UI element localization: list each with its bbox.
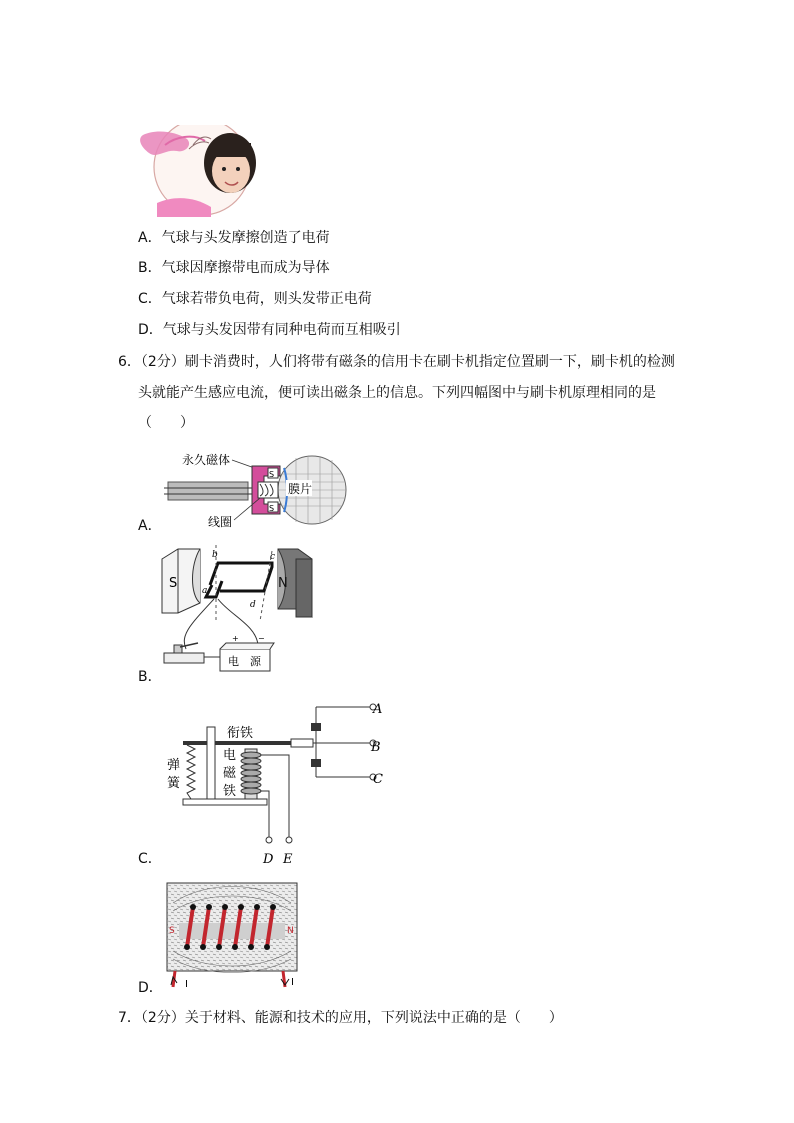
label-power-supply: 电 源 — [228, 655, 261, 668]
pole-s: S — [169, 926, 175, 936]
q6-option-c[interactable]: C． — [138, 851, 162, 867]
terminal-b: B — [371, 740, 381, 755]
figure-balloon-girl — [135, 125, 265, 217]
pole-s: S — [169, 576, 178, 591]
option-text: 气球与头发摩擦创造了电荷 — [161, 230, 330, 246]
pole-s-bottom: S — [269, 504, 275, 513]
option-letter: D． — [138, 322, 163, 338]
q7-stem — [118, 1008, 563, 1028]
figure-d-solenoid — [165, 881, 301, 989]
label-a: a — [202, 586, 208, 596]
pole-n: N — [287, 926, 294, 936]
label-spring-1: 弹 — [167, 758, 181, 773]
pole-n: N — [278, 576, 288, 591]
q5-option-a[interactable] — [138, 228, 330, 248]
label-coil: 线圈 — [208, 515, 233, 529]
balloon-girl-illustration — [135, 125, 265, 217]
q5-option-c[interactable] — [138, 289, 372, 309]
option-letter: B． — [138, 260, 162, 276]
label-permanent-magnet: 永久磁体 — [182, 453, 231, 467]
option-letter: A． — [138, 230, 162, 246]
current-label-1: I — [185, 979, 188, 989]
question-text: 关于材料、能源和技术的应用，下列说法中正确的是（ ） — [184, 1010, 563, 1026]
question-number: 6． — [118, 354, 141, 370]
q5-option-d[interactable] — [138, 320, 401, 340]
terminal-e: E — [283, 852, 293, 867]
current-label-2: I — [291, 977, 294, 988]
pole-s-top: S — [269, 470, 275, 479]
label-b: b — [212, 550, 218, 560]
label-electromagnet-2: 磁 — [223, 766, 237, 781]
label-diaphragm: 膜片 — [288, 482, 313, 496]
q6-stem-line2: 头就能产生感应电流，便可读出磁条上的信息。下列四幅图中与刷卡机原理相同的是 — [138, 385, 656, 401]
question-score: （2分） — [140, 354, 185, 370]
label-electromagnet-3: 铁 — [223, 784, 237, 799]
q5-option-b[interactable] — [138, 258, 330, 278]
terminal-d: D — [263, 852, 274, 867]
label-armature: 衔铁 — [227, 726, 254, 741]
terminal-minus: − — [258, 634, 265, 643]
q6-stem-line3: （ ） — [138, 415, 194, 431]
figure-a-dynamic-mic — [160, 450, 360, 532]
label-d: d — [250, 600, 256, 610]
question-text: 刷卡消费时，人们将带有磁条的信用卡在刷卡机指定位置刷一下，刷卡机的检测 — [184, 354, 675, 370]
q6-stem-line1 — [118, 352, 675, 372]
terminal-c: C — [373, 772, 383, 787]
label-c: c — [270, 552, 276, 562]
option-text: 气球因摩擦带电而成为导体 — [161, 260, 330, 276]
option-text: 气球若带负电荷，则头发带正电荷 — [161, 291, 372, 307]
option-text: 气球与头发因带有同种电荷而互相吸引 — [162, 322, 401, 338]
figure-b-motor — [160, 545, 320, 675]
label-spring-2: 簧 — [167, 776, 181, 791]
q6-option-d[interactable]: D． — [138, 980, 163, 996]
terminal-a: A — [373, 702, 383, 717]
terminal-plus: + — [232, 634, 239, 643]
question-number: 7． — [118, 1010, 141, 1026]
label-electromagnet-1: 电 — [223, 748, 237, 763]
option-letter: C． — [138, 291, 162, 307]
q6-option-b[interactable]: B． — [138, 669, 162, 685]
figure-c-relay — [165, 695, 395, 867]
question-score: （2分） — [140, 1010, 185, 1026]
q6-option-a[interactable]: A． — [138, 518, 162, 534]
